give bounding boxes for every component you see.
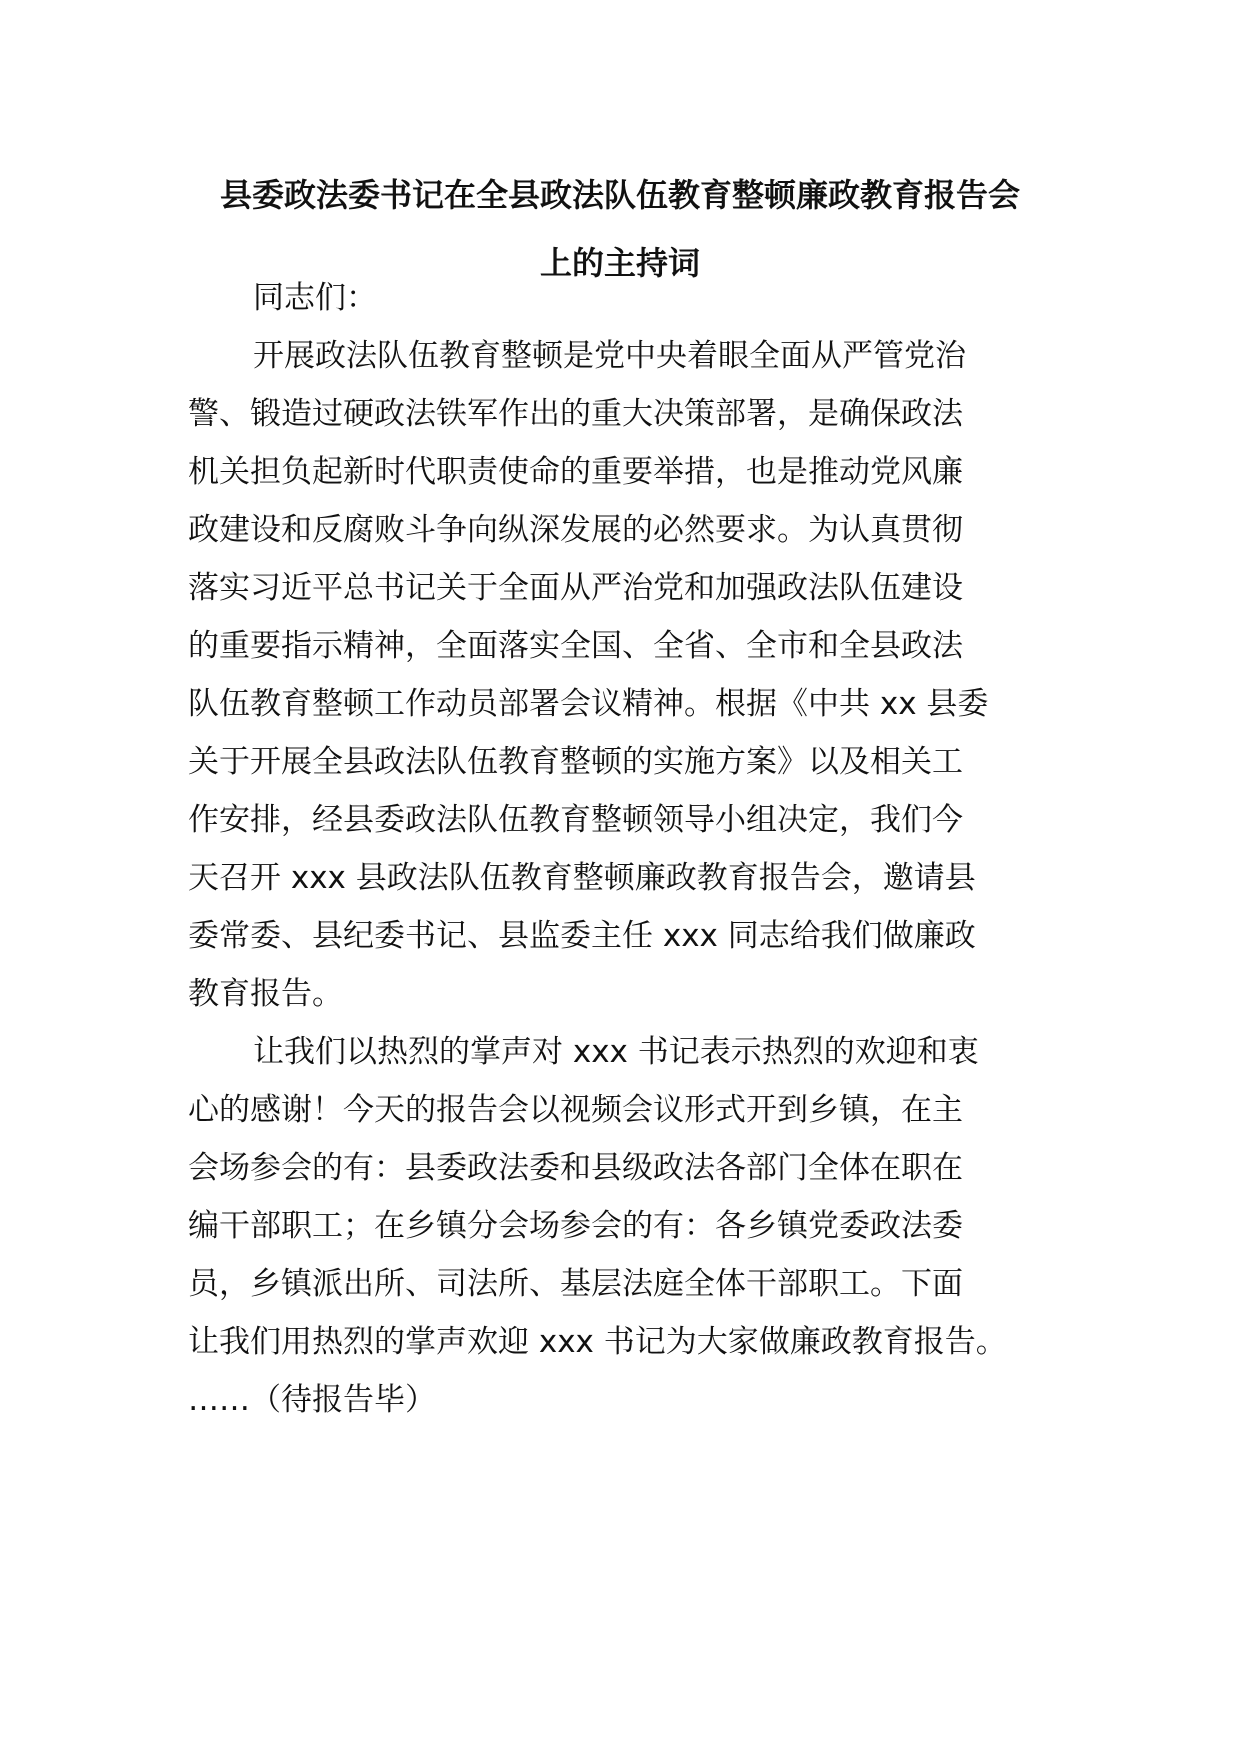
- paragraph-1-line: 队伍教育整顿工作动员部署会议精神。根据《中共 xx 县委: [188, 686, 989, 722]
- paragraph-1-line: 的重要指示精神，全面落实全国、全省、全市和全县政法: [188, 628, 963, 664]
- paragraph-1-line: 委常委、县纪委书记、县监委主任 xxx 同志给我们做廉政: [188, 918, 976, 954]
- paragraph-1-line: 教育报告。: [188, 976, 343, 1012]
- document-title-line-2: 上的主持词: [539, 244, 700, 282]
- paragraph-1-line: 落实习近平总书记关于全面从严治党和加强政法队伍建设: [188, 570, 963, 606]
- paragraph-2-line: 让我们以热烈的掌声对 xxx 书记表示热烈的欢迎和衷: [253, 1034, 979, 1070]
- paragraph-1-line: 开展政法队伍教育整顿是党中央着眼全面从严管党治: [253, 338, 966, 374]
- paragraph-2-line: 心的感谢！今天的报告会以视频会议形式开到乡镇，在主: [188, 1092, 963, 1128]
- paragraph-2-line: 会场参会的有：县委政法委和县级政法各部门全体在职在: [188, 1150, 963, 1186]
- paragraph-1-line: 天召开 xxx 县政法队伍教育整顿廉政教育报告会，邀请县: [188, 860, 976, 896]
- paragraph-1-line: 机关担负起新时代职责使命的重要举措，也是推动党风廉: [188, 454, 963, 490]
- paragraph-1-line: 关于开展全县政法队伍教育整顿的实施方案》以及相关工: [188, 744, 963, 780]
- paragraph-2-line: 让我们用热烈的掌声欢迎 xxx 书记为大家做廉政教育报告。: [188, 1324, 1007, 1360]
- paragraph-1-line: 作安排，经县委政法队伍教育整顿领导小组决定，我们今: [188, 802, 963, 838]
- document-title-line-1: 县委政法委书记在全县政法队伍教育整顿廉政教育报告会: [219, 176, 1020, 214]
- greeting: 同志们：: [253, 280, 377, 316]
- paragraph-2-line: 员，乡镇派出所、司法所、基层法庭全体干部职工。下面: [188, 1266, 963, 1302]
- paragraph-2-line: ……（待报告毕）: [188, 1382, 436, 1418]
- paragraph-2-line: 编干部职工；在乡镇分会场参会的有：各乡镇党委政法委: [188, 1208, 963, 1244]
- paragraph-1-line: 政建设和反腐败斗争向纵深发展的必然要求。为认真贯彻: [188, 512, 963, 548]
- paragraph-1-line: 警、锻造过硬政法铁军作出的重大决策部署，是确保政法: [188, 396, 963, 432]
